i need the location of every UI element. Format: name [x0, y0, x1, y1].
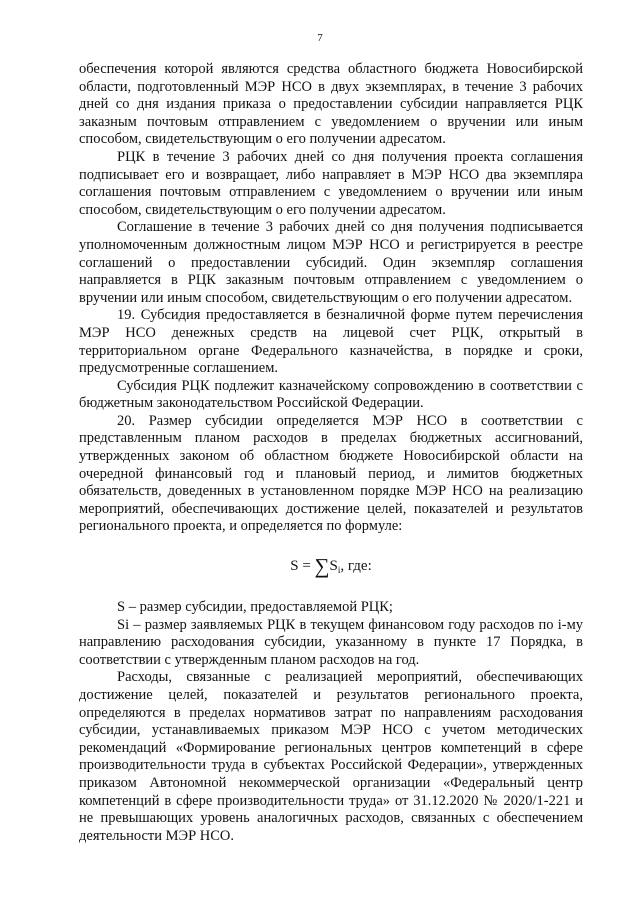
- formula-term: S: [329, 558, 338, 575]
- document-body: [79, 61, 583, 845]
- definition-s: S – размер субсидии, предоставляемой РЦК;: [117, 599, 393, 616]
- formula-subscript: i: [337, 565, 341, 576]
- paragraph-rck-signing: РЦК в течение 3 рабочих дней со дня получения проекта соглашения подписывает его и возвращает, либо направляет в МЭР НСО два экземпляра соглашения почтовым отправлением с уведомлением о вручении или иным способом, свидетельствующим о его получении адресатом.: [79, 148, 583, 218]
- subsidy-formula: [79, 556, 583, 580]
- page-number: 7: [317, 32, 323, 44]
- paragraph-continuation: обеспечения которой являются средства областного бюджета Новосибирской области, подготовленный МЭР НСО в двух экземплярах, в течение 3 рабочих дней со дня издания приказа о предоставлении субсидии направляется РЦК заказным почтовым отправлением с уведомлением о вручении или иным способом, свидетельствующим о его получении адресатом.: [79, 61, 583, 148]
- formula-sum-sign: ∑: [314, 554, 330, 579]
- paragraph-agreement-registration: Соглашение в течение 3 рабочих дней со дня получения подписывается уполномоченным должностным лицом МЭР НСО и регистрируется в реестре соглашений о предоставлении субсидий. Один экземпляр соглашения направляется в РЦК заказным почтовым отправлением с уведомлением о вручении или иным способом, свидетельствующим о его получении адресатом.: [79, 219, 583, 306]
- paragraph-item-20: 20. Размер субсидии определяется МЭР НСО в соответствии с представленным планом расходов в пределах бюджетных ассигнований, утвержденных законом об областном бюджете Новосибирской области на очередной финансовый год и плановый период, и лимитов бюджетных обязательств, доведенных в установленном порядке МЭР НСО на реализацию мероприятий, обеспечивающих достижение целей, показателей и результатов регионального проекта, и определяется по формуле:: [79, 412, 583, 535]
- definition-si: Si – размер заявляемых РЦК в текущем финансовом году расходов по i-му направлению расходования субсидии, указанному в пункте 17 Порядка, в соответствии с утвержденным планом расходов на год.: [79, 616, 583, 668]
- paragraph-expenses: Расходы, связанные с реализацией мероприятий, обеспечивающих достижение целей, показателей и результатов регионального проекта, определяются в пределах нормативов затрат по направлениям расходования субсидии, устанавливаемых приказом МЭР НСО с учетом методических рекомендаций «Формирование региональных центров компетенций в сфере производительности труда в субъектах Российской Федерации», утвержденных приказом Автономной некоммерческой организации «Федеральный центр компетенций в сфере производительности труда» от 31.12.2020 № 2020/1-221 и не превышающих уровень аналогичных расходов, связанных с обеспечением деятельности МЭР НСО.: [79, 669, 583, 844]
- paragraph-item-19: 19. Субсидия предоставляется в безналичной форме путем перечисления МЭР НСО денежных средств на лицевой счет РЦК, открытый в территориальном органе Федерального казначейства, в порядке и сроки, предусмотренные соглашением.: [79, 307, 583, 377]
- formula-suffix: , где:: [340, 558, 372, 575]
- formula-lhs: S =: [290, 558, 315, 575]
- paragraph-treasury-support: Субсидия РЦК подлежит казначейскому сопровождению в соответствии с бюджетным законодательством Российской Федерации.: [79, 377, 583, 412]
